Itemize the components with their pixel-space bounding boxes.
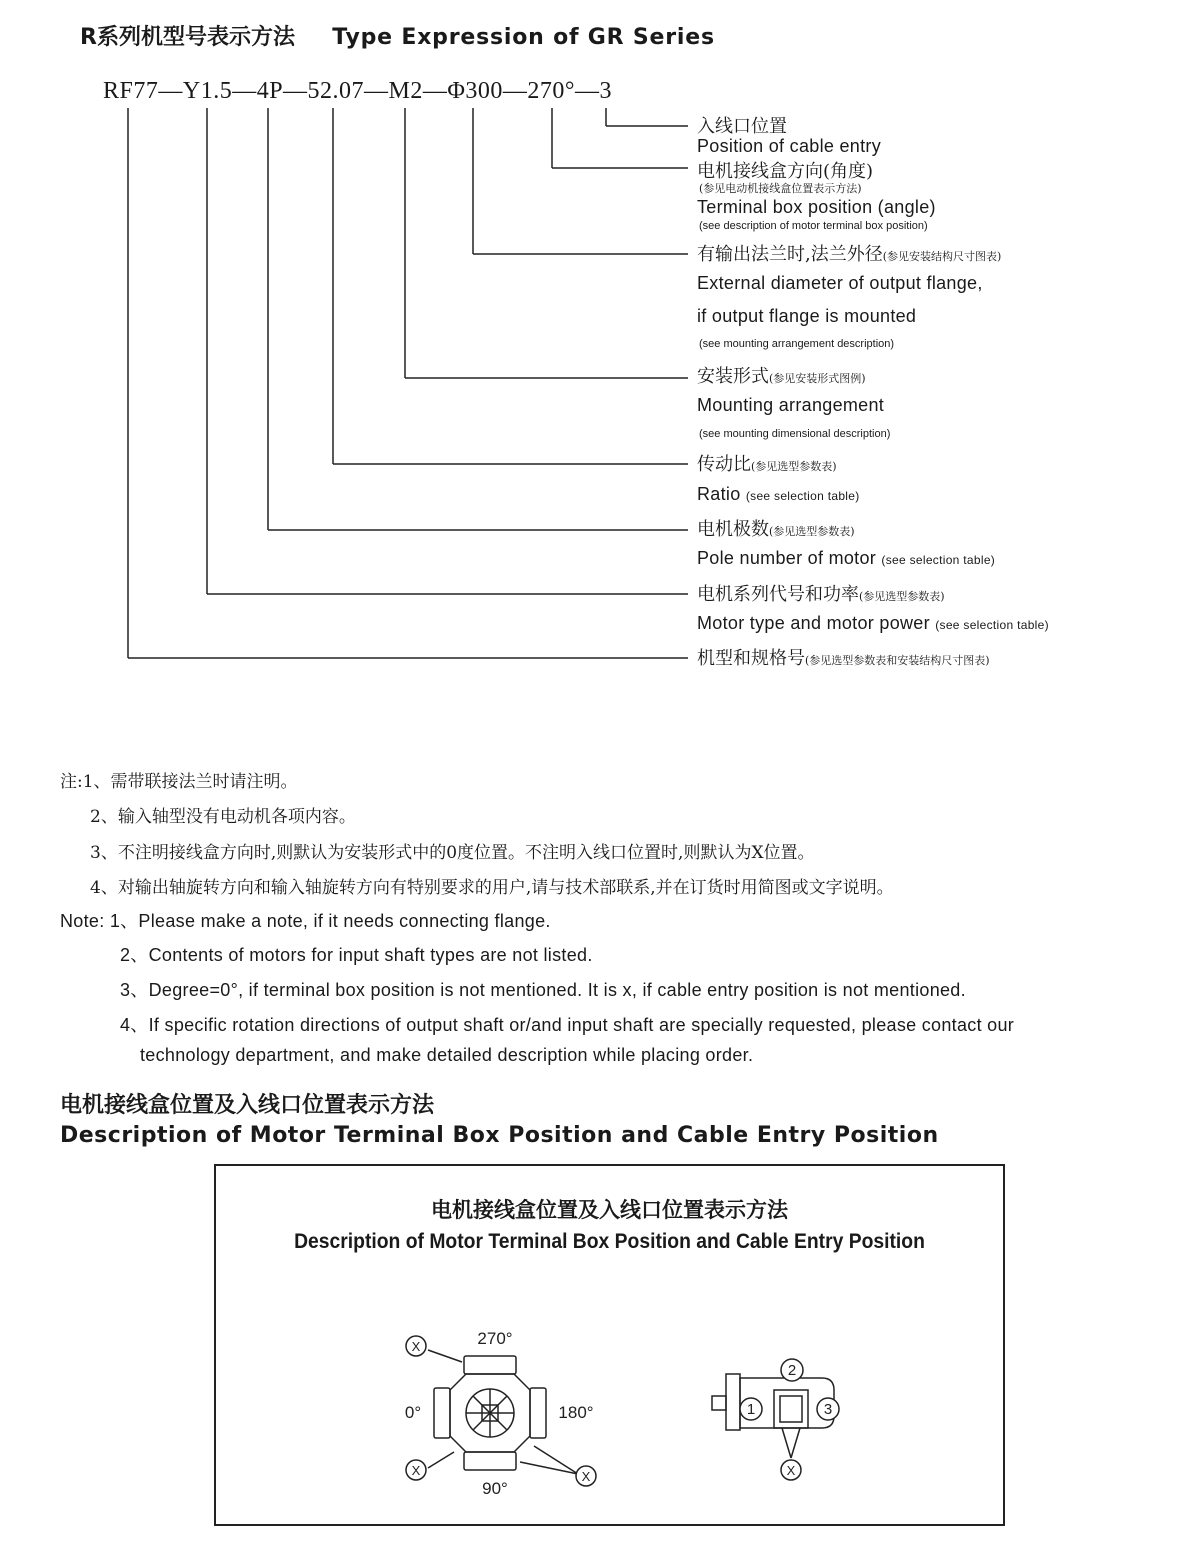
- note-en-3: 3、Degree=0°, if terminal box position is not mentioned. It is x, if cable entry position is not mentioned.: [120, 980, 966, 1000]
- page-title-en: Type Expression of GR Series: [332, 25, 715, 50]
- legend-frame-size-zh: 机型和规格号(参见选型参数表和安装结构尺寸图表): [697, 648, 990, 669]
- legend-pole-en: Pole number of motor (see selection table): [697, 548, 996, 568]
- legend-motor-type-zh: 电机系列代号和功率(参见选型参数表): [697, 584, 945, 605]
- note-zh-2: 2、输入轴型没有电动机各项内容。: [90, 807, 356, 827]
- terminal-box-drawings: [216, 1166, 1003, 1524]
- legend-pole-zh: 电机极数(参见选型参数表): [697, 519, 855, 540]
- legend-ratio-zh: 传动比(参见选型参数表): [697, 454, 837, 475]
- angle-90-label: 90°: [482, 1479, 508, 1498]
- legend-terminal-box-zh-note: (参见电动机接线盒位置表示方法): [699, 182, 862, 195]
- motor-end-view-drawing: [428, 1350, 578, 1474]
- legend-mounting-zh: 安装形式(参见安装形式图例): [697, 366, 866, 387]
- legend-flange-en-2: if output flange is mounted: [697, 306, 917, 326]
- legend-flange-en-note: (see mounting arrangement description): [699, 338, 895, 350]
- note-en-1: Note: 1、Please make a note, if it needs connecting flange.: [60, 911, 551, 931]
- legend-motor-type-en: Motor type and motor power (see selection table): [697, 613, 1049, 633]
- angle-180-label: 180°: [558, 1403, 594, 1422]
- x-label: X: [411, 1339, 421, 1354]
- note-zh-3: 3、不注明接线盒方向时,则默认为安装形式中的0度位置。不注明入线口位置时,则默认为X位置。: [90, 843, 815, 863]
- legend-terminal-box-zh: 电机接线盒方向(角度): [697, 161, 874, 182]
- connector-lines: [0, 0, 1200, 700]
- x-label: X: [411, 1463, 421, 1478]
- section-title-zh: 电机接线盒位置及入线口位置表示方法: [60, 1093, 435, 1118]
- note-zh-4: 4、对输出轴旋转方向和输入轴旋转方向有特别要求的用户,请与技术部联系,并在订货时用简图或文字说明。: [90, 878, 894, 898]
- legend-flange-zh: 有输出法兰时,法兰外径(参见安装结构尺寸图表): [697, 244, 1002, 265]
- legend-cable-entry-zh: 入线口位置: [697, 116, 787, 137]
- x-label: X: [581, 1469, 591, 1484]
- panel-title-zh: 电机接线盒位置及入线口位置表示方法: [431, 1198, 788, 1222]
- panel-title-en: Description of Motor Terminal Box Position and Cable Entry Position: [294, 1230, 925, 1253]
- legend-flange-en: External diameter of output flange,: [697, 273, 983, 293]
- angle-270-label: 270°: [477, 1329, 513, 1348]
- page-title-zh: R系列机型号表示方法: [80, 25, 295, 50]
- legend-terminal-box-en-note: (see description of motor terminal box position): [699, 220, 928, 232]
- note-zh-1: 注:1、需带联接法兰时请注明。: [60, 772, 298, 792]
- note-en-4-cont: technology department, and make detailed description while placing order.: [140, 1045, 754, 1065]
- legend-mounting-en: Mounting arrangement: [697, 395, 885, 415]
- position-2-label: 2: [787, 1362, 797, 1379]
- legend-terminal-box-en: Terminal box position (angle): [697, 197, 936, 217]
- legend-mounting-en-note: (see mounting dimensional description): [699, 428, 891, 440]
- section-title-en: Description of Motor Terminal Box Position and Cable Entry Position: [60, 1123, 939, 1148]
- legend-ratio-en: Ratio (see selection table): [697, 484, 860, 504]
- note-en-2: 2、Contents of motors for input shaft types are not listed.: [120, 945, 593, 965]
- position-1-label: 1: [746, 1401, 756, 1418]
- x-label: X: [786, 1463, 796, 1478]
- angle-0-label: 0°: [404, 1403, 422, 1422]
- model-code: RF77—Y1.5—4P—52.07—M2—Φ300—270°—3: [103, 78, 613, 104]
- legend-cable-entry-en: Position of cable entry: [697, 136, 881, 156]
- position-3-label: 3: [823, 1401, 833, 1418]
- note-en-4: 4、If specific rotation directions of output shaft or/and input shaft are specially requested, please contact our: [120, 1015, 1015, 1035]
- terminal-box-diagram-panel: [214, 1164, 1005, 1526]
- motor-side-view-drawing: [712, 1374, 834, 1458]
